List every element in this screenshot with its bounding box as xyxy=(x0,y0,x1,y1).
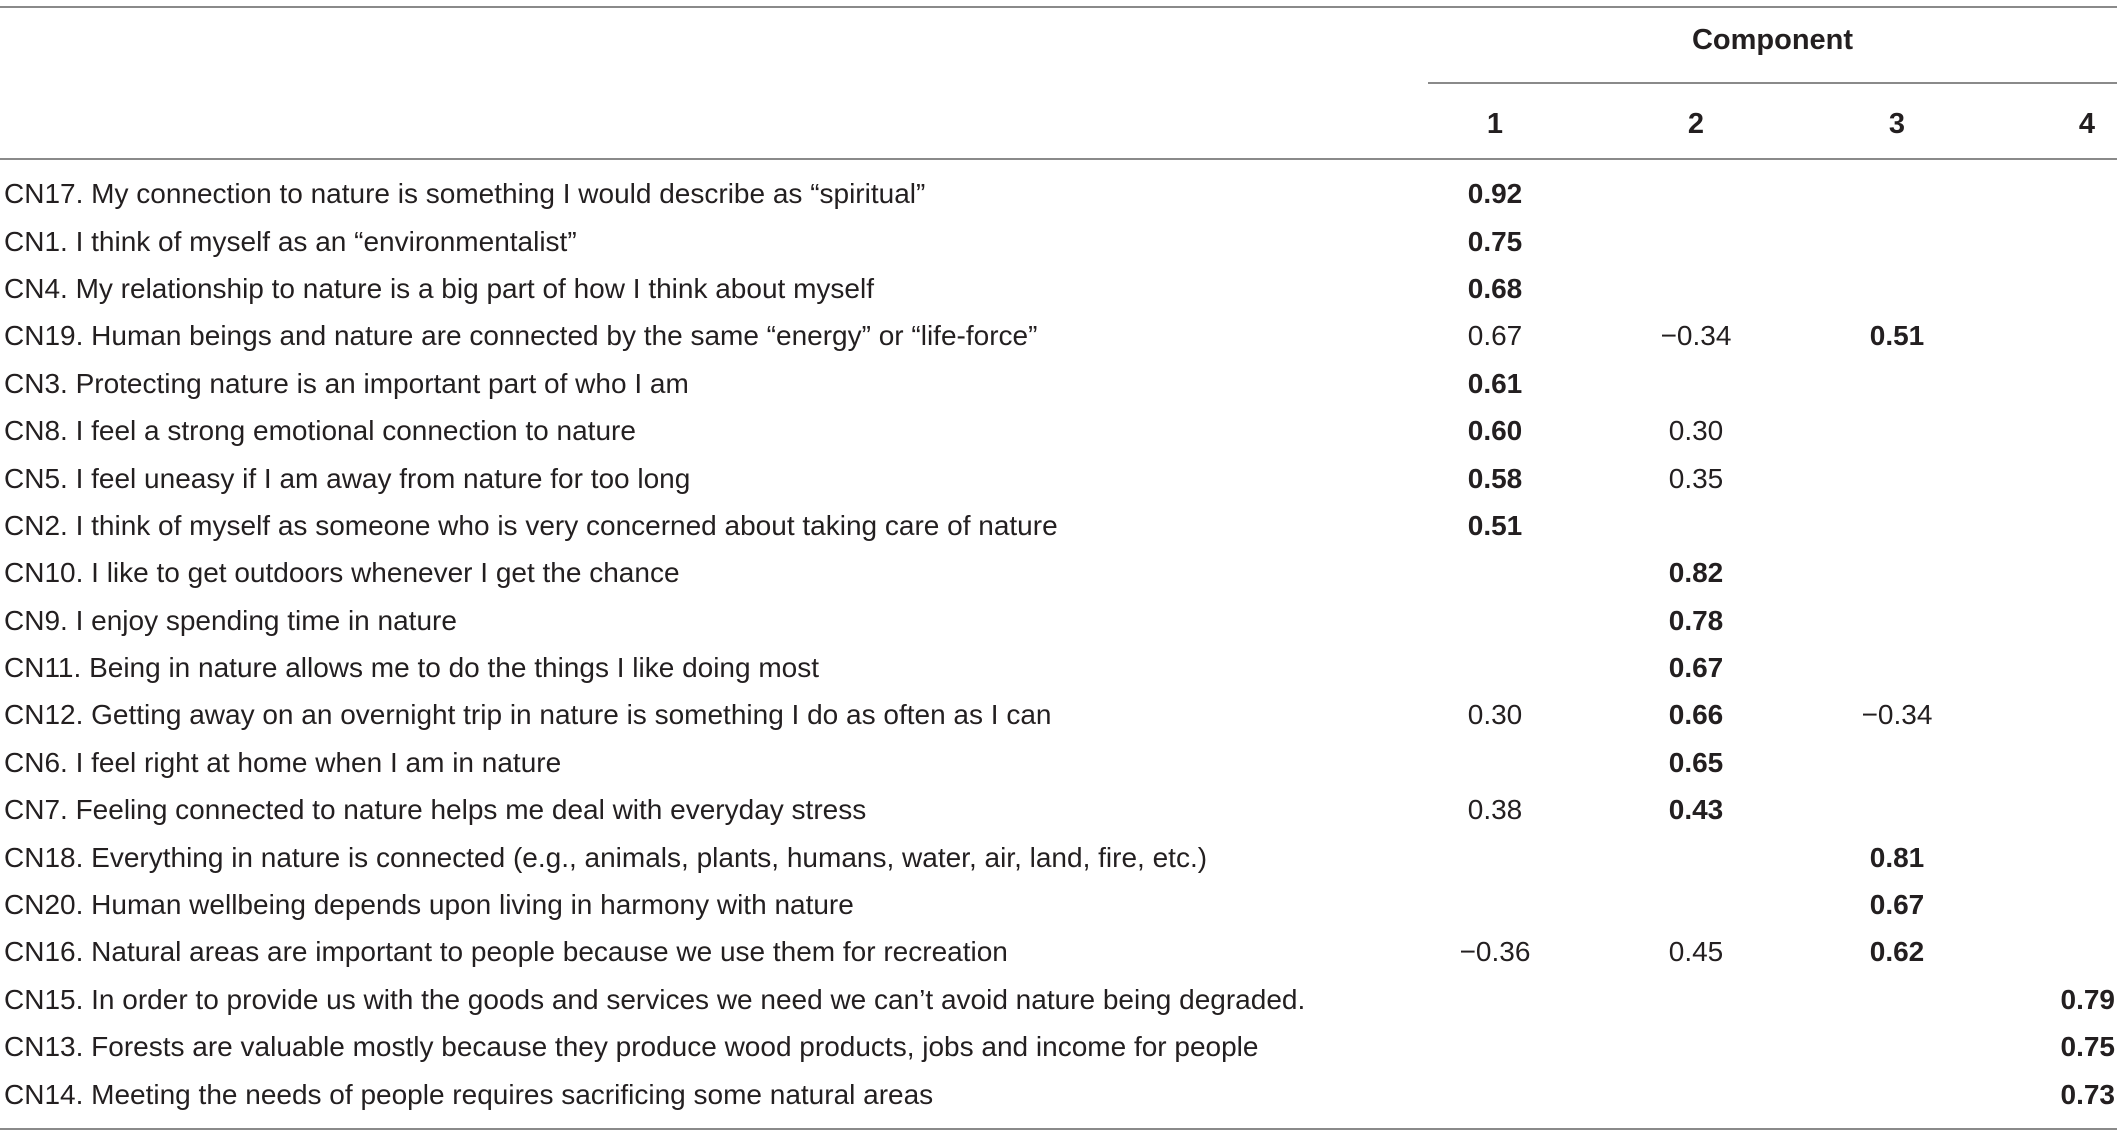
loading-component-4 xyxy=(2027,217,2117,264)
loading-component-2 xyxy=(1636,1023,1756,1070)
table-row xyxy=(0,928,2117,975)
column-spacer xyxy=(1756,597,1837,644)
table-row xyxy=(0,312,2117,359)
item-text: CN1. I think of myself as an “environmentalist” xyxy=(4,225,577,257)
column-spacer xyxy=(1756,549,1837,596)
column-spacer xyxy=(1756,976,1837,1023)
loading-component-3 xyxy=(1837,360,1957,407)
column-spacer xyxy=(1555,312,1636,359)
column-spacer xyxy=(1957,881,2027,928)
column-spacer xyxy=(1756,502,1837,549)
loading-component-4 xyxy=(2027,597,2117,644)
loading-component-4 xyxy=(2027,644,2117,691)
component-header: Component xyxy=(1691,24,1854,56)
loading-component-2 xyxy=(1636,170,1756,217)
column-spacer xyxy=(1957,739,2027,786)
column-spacer xyxy=(1756,786,1837,833)
loading-component-2: 0.78 xyxy=(1668,604,1724,636)
column-spacer xyxy=(1957,407,2027,454)
header-bottom-rule xyxy=(0,158,2117,160)
item-text: CN8. I feel a strong emotional connection to nature xyxy=(4,415,636,447)
column-spacer xyxy=(1555,454,1636,501)
loading-component-4 xyxy=(2027,928,2117,975)
loading-component-3 xyxy=(1837,644,1957,691)
loading-component-1 xyxy=(1435,644,1555,691)
loading-component-2 xyxy=(1636,1070,1756,1117)
loading-component-2 xyxy=(1636,976,1756,1023)
table-row xyxy=(0,644,2117,691)
table-row xyxy=(0,1023,2117,1070)
loading-component-2: 0.43 xyxy=(1668,794,1724,826)
table-row xyxy=(0,597,2117,644)
column-spacer xyxy=(1756,644,1837,691)
loading-component-3 xyxy=(1837,407,1957,454)
loading-component-2 xyxy=(1636,833,1756,880)
table-row xyxy=(0,786,2117,833)
loading-component-1: 0.51 xyxy=(1467,509,1523,541)
loading-component-2: 0.67 xyxy=(1668,652,1724,684)
column-spacer xyxy=(1756,407,1837,454)
table-row xyxy=(0,833,2117,880)
loading-component-1 xyxy=(1435,597,1555,644)
loading-component-3 xyxy=(1837,786,1957,833)
loading-component-2 xyxy=(1636,502,1756,549)
loading-component-1 xyxy=(1435,976,1555,1023)
column-spacer xyxy=(1555,644,1636,691)
item-text: CN17. My connection to nature is something I would describe as “spiritual” xyxy=(4,178,926,210)
loading-component-2: 0.45 xyxy=(1668,936,1724,968)
table-row xyxy=(0,217,2117,264)
column-spacer xyxy=(1756,360,1837,407)
column-spacer xyxy=(1555,217,1636,264)
loading-component-2 xyxy=(1636,217,1756,264)
loading-component-3 xyxy=(1837,265,1957,312)
column-spacer xyxy=(1555,360,1636,407)
item-text: CN4. My relationship to nature is a big part of how I think about myself xyxy=(4,272,874,304)
column-spacer xyxy=(1957,360,2027,407)
item-text: CN16. Natural areas are important to people because we use them for recreation xyxy=(4,936,1008,968)
loading-component-1: 0.58 xyxy=(1467,462,1523,494)
item-text: CN3. Protecting nature is an important part of who I am xyxy=(4,367,689,399)
table-row xyxy=(0,691,2117,738)
loading-component-4: 0.75 xyxy=(2060,1031,2115,1063)
item-text: CN10. I like to get outdoors whenever I get the chance xyxy=(4,557,680,589)
item-text: CN7. Feeling connected to nature helps me deal with everyday stress xyxy=(4,794,867,826)
table-top-rule xyxy=(0,6,2117,8)
column-spacer xyxy=(1555,1023,1636,1070)
column-spacer xyxy=(1555,928,1636,975)
column-spacer xyxy=(1957,833,2027,880)
column-spacer xyxy=(1957,928,2027,975)
loading-component-3: 0.67 xyxy=(1869,889,1925,921)
loading-component-1 xyxy=(1435,1070,1555,1117)
loading-component-3 xyxy=(1837,1070,1957,1117)
table-row xyxy=(0,739,2117,786)
column-spacer xyxy=(1957,1023,2027,1070)
loading-component-2: 0.82 xyxy=(1668,557,1724,589)
loading-component-1 xyxy=(1435,881,1555,928)
table-row xyxy=(0,265,2117,312)
column-spacer xyxy=(1756,881,1837,928)
loading-component-1 xyxy=(1435,1023,1555,1070)
loadings-table-body xyxy=(0,170,2117,1118)
loading-component-4: 0.73 xyxy=(2060,1078,2115,1110)
column-spacer xyxy=(1756,739,1837,786)
column-spacer xyxy=(1756,1023,1837,1070)
column-spacer xyxy=(1957,170,2027,217)
loading-component-4 xyxy=(2027,454,2117,501)
column-spacer xyxy=(1756,170,1837,217)
table-row xyxy=(0,360,2117,407)
loading-component-2: 0.30 xyxy=(1668,415,1724,447)
loading-component-4 xyxy=(2027,881,2117,928)
loading-component-2: 0.35 xyxy=(1668,462,1724,494)
loading-component-4 xyxy=(2027,786,2117,833)
loading-component-1: −0.36 xyxy=(1459,936,1531,968)
column-spacer xyxy=(1555,786,1636,833)
item-text: CN15. In order to provide us with the goods and services we need we can’t avoid nature being degraded. xyxy=(4,983,1306,1015)
table-row xyxy=(0,170,2117,217)
column-spacer xyxy=(1957,312,2027,359)
loading-component-3: 0.62 xyxy=(1869,936,1925,968)
loading-component-3 xyxy=(1837,739,1957,786)
loading-component-3 xyxy=(1837,976,1957,1023)
column-spacer xyxy=(1756,928,1837,975)
loading-component-3: −0.34 xyxy=(1861,699,1933,731)
loading-component-4 xyxy=(2027,691,2117,738)
loading-component-4 xyxy=(2027,312,2117,359)
component-underline xyxy=(1428,82,2117,84)
column-spacer xyxy=(1555,833,1636,880)
table-row xyxy=(0,502,2117,549)
item-text: CN13. Forests are valuable mostly because they produce wood products, jobs and income for people xyxy=(4,1031,1259,1063)
column-spacer xyxy=(1555,549,1636,596)
column-spacer xyxy=(1555,407,1636,454)
loading-component-2: 0.65 xyxy=(1668,746,1724,778)
column-spacer xyxy=(1957,1070,2027,1117)
column-spacer xyxy=(1555,739,1636,786)
column-spacer xyxy=(1957,786,2027,833)
loading-component-1: 0.61 xyxy=(1467,367,1523,399)
table-row xyxy=(0,549,2117,596)
loading-component-3 xyxy=(1837,597,1957,644)
column-spacer xyxy=(1555,265,1636,312)
loading-component-3 xyxy=(1837,454,1957,501)
column-spacer xyxy=(1555,976,1636,1023)
loading-component-2 xyxy=(1636,360,1756,407)
column-spacer xyxy=(1555,691,1636,738)
table-row xyxy=(0,881,2117,928)
loading-component-2 xyxy=(1636,265,1756,312)
loading-component-2 xyxy=(1636,881,1756,928)
loading-component-3: 0.51 xyxy=(1869,320,1925,352)
table-row xyxy=(0,407,2117,454)
loading-component-3: 0.81 xyxy=(1869,841,1925,873)
loading-component-3 xyxy=(1837,217,1957,264)
column-header-2: 2 xyxy=(1687,108,1705,140)
column-spacer xyxy=(1756,833,1837,880)
column-spacer xyxy=(1555,502,1636,549)
loading-component-3 xyxy=(1837,170,1957,217)
table-row xyxy=(0,976,2117,1023)
table-bottom-rule xyxy=(0,1128,2117,1130)
loading-component-1: 0.92 xyxy=(1467,178,1523,210)
item-text: CN5. I feel uneasy if I am away from nature for too long xyxy=(4,462,691,494)
loading-component-4 xyxy=(2027,502,2117,549)
loading-component-1: 0.67 xyxy=(1467,320,1523,352)
loading-component-1: 0.30 xyxy=(1467,699,1523,731)
column-spacer xyxy=(1957,976,2027,1023)
loading-component-1 xyxy=(1435,833,1555,880)
column-spacer xyxy=(1957,217,2027,264)
loading-component-4 xyxy=(2027,549,2117,596)
column-spacer xyxy=(1555,881,1636,928)
loading-component-3 xyxy=(1837,1023,1957,1070)
item-text: CN2. I think of myself as someone who is very concerned about taking care of nature xyxy=(4,509,1058,541)
column-spacer xyxy=(1756,1070,1837,1117)
column-spacer xyxy=(1756,691,1837,738)
loading-component-2: −0.34 xyxy=(1660,320,1732,352)
loading-component-1: 0.60 xyxy=(1467,415,1523,447)
loading-component-4 xyxy=(2027,407,2117,454)
column-header-1: 1 xyxy=(1486,108,1504,140)
column-spacer xyxy=(1555,1070,1636,1117)
column-spacer xyxy=(1957,549,2027,596)
loading-component-4 xyxy=(2027,360,2117,407)
column-header-4: 4 xyxy=(2078,108,2096,140)
item-text: CN20. Human wellbeing depends upon living in harmony with nature xyxy=(4,889,854,921)
item-text: CN6. I feel right at home when I am in nature xyxy=(4,746,562,778)
loading-component-4 xyxy=(2027,739,2117,786)
column-spacer xyxy=(1555,170,1636,217)
item-text: CN18. Everything in nature is connected (e.g., animals, plants, humans, water, air, land, fire, etc.) xyxy=(4,841,1208,873)
loading-component-1 xyxy=(1435,549,1555,596)
item-text: CN19. Human beings and nature are connected by the same “energy” or “life-force” xyxy=(4,320,1038,352)
table-row xyxy=(0,454,2117,501)
loading-component-1: 0.38 xyxy=(1467,794,1523,826)
column-spacer xyxy=(1957,502,2027,549)
column-spacer xyxy=(1957,644,2027,691)
loading-component-1: 0.75 xyxy=(1467,225,1523,257)
column-spacer xyxy=(1756,217,1837,264)
column-spacer xyxy=(1957,691,2027,738)
loading-component-2: 0.66 xyxy=(1668,699,1724,731)
column-spacer xyxy=(1957,265,2027,312)
item-text: CN9. I enjoy spending time in nature xyxy=(4,604,457,636)
loadings-table xyxy=(0,170,2117,1118)
loading-component-3 xyxy=(1837,549,1957,596)
column-spacer xyxy=(1756,312,1837,359)
loading-component-1: 0.68 xyxy=(1467,272,1523,304)
column-spacer xyxy=(1756,454,1837,501)
loading-component-1 xyxy=(1435,739,1555,786)
item-text: CN11. Being in nature allows me to do the things I like doing most xyxy=(4,652,820,684)
loading-component-4 xyxy=(2027,170,2117,217)
column-spacer xyxy=(1555,597,1636,644)
column-spacer xyxy=(1957,597,2027,644)
column-spacer xyxy=(1957,454,2027,501)
item-text: CN14. Meeting the needs of people requires sacrificing some natural areas xyxy=(4,1078,934,1110)
loading-component-4 xyxy=(2027,833,2117,880)
loading-component-3 xyxy=(1837,502,1957,549)
loading-component-4: 0.79 xyxy=(2060,983,2115,1015)
column-spacer xyxy=(1756,265,1837,312)
table-row xyxy=(0,1070,2117,1117)
item-text: CN12. Getting away on an overnight trip in nature is something I do as often as I can xyxy=(4,699,1052,731)
column-header-3: 3 xyxy=(1888,108,1906,140)
loading-component-4 xyxy=(2027,265,2117,312)
